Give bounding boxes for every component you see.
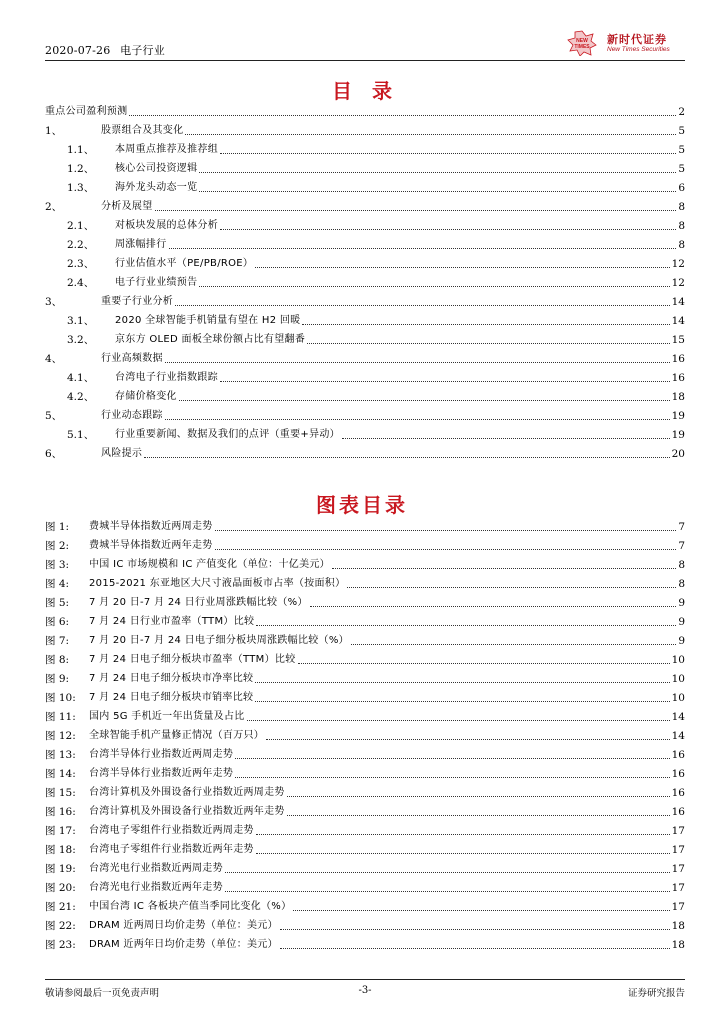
entry-label: 费城半导体指数近两年走势: [89, 540, 213, 551]
dot-leader: [342, 438, 670, 439]
entry-label: 台湾光电行业指数近两周走势: [89, 863, 223, 874]
entry-label: 2020 全球智能手机销量有望在 H2 回暖: [115, 315, 301, 326]
dot-leader: [199, 172, 676, 173]
entry-number: 2.1、: [67, 220, 95, 232]
entry-number: 图 2:: [45, 540, 70, 552]
entry-page-number: 20: [671, 448, 685, 460]
dot-leader: [293, 910, 669, 911]
entry-page-number: 18: [671, 920, 685, 932]
entry-label: 2015-2021 东亚地区大尺寸液晶面板市占率（按面积）: [89, 578, 346, 589]
entry-number: 图 19:: [45, 863, 76, 875]
entry-label: 重点公司盈利预测: [45, 106, 128, 117]
dot-leader: [256, 834, 670, 835]
dot-leader: [185, 134, 676, 135]
company-logo: [567, 28, 685, 58]
figure-entry[interactable]: [45, 838, 685, 857]
entry-page-number: 9: [678, 597, 685, 609]
page-header: [45, 28, 685, 60]
entry-page-number: 14: [671, 296, 685, 308]
figure-entry[interactable]: [45, 857, 685, 876]
entry-page-number: 18: [671, 391, 685, 403]
entry-number: 2.2、: [67, 239, 95, 251]
entry-number: 1.1、: [67, 144, 95, 156]
dot-leader: [255, 682, 669, 683]
entry-page-number: 8: [678, 201, 685, 213]
entry-number: 5.1、: [67, 429, 95, 441]
dot-leader: [332, 568, 676, 569]
toc-title: 目录: [332, 79, 412, 103]
entry-number: 图 6:: [45, 616, 70, 628]
dot-leader: [256, 625, 676, 626]
entry-label: 电子行业业绩预告: [115, 277, 198, 288]
entry-label: 7 月 20 日-7 月 24 日行业周涨跌幅比较（%）: [89, 597, 308, 608]
header-meta: [45, 42, 165, 58]
entry-page-number: 16: [671, 768, 685, 780]
entry-label: 7 月 24 日行业市盈率（TTM）比较: [89, 616, 255, 627]
page-footer: [45, 985, 685, 999]
entry-label: 台湾电子零组件行业指数近两年走势: [89, 844, 254, 855]
entry-page-number: 10: [671, 654, 685, 666]
toc-entry[interactable]: [45, 233, 685, 252]
figure-entry[interactable]: [45, 686, 685, 705]
entry-label: 台湾计算机及外围设备行业指数近两年走势: [89, 806, 285, 817]
entry-page-number: 15: [671, 334, 685, 346]
entry-label: 股票组合及其变化: [101, 125, 184, 136]
entry-page-number: 14: [671, 711, 685, 723]
dot-leader: [179, 400, 670, 401]
dot-leader: [199, 191, 676, 192]
entry-label: 周涨幅排行: [115, 239, 167, 250]
dot-leader: [247, 720, 670, 721]
entry-page-number: 17: [671, 844, 685, 856]
entry-label: 7 月 20 日-7 月 24 日电子细分板块周涨跌幅比较（%）: [89, 635, 349, 646]
figure-entry[interactable]: [45, 629, 685, 648]
entry-page-number: 17: [671, 863, 685, 875]
entry-label: 行业动态跟踪: [101, 410, 163, 421]
new-times-logo-icon: [567, 30, 597, 56]
dot-leader: [287, 796, 670, 797]
toc-entry[interactable]: [45, 138, 685, 157]
toc-entry[interactable]: [45, 309, 685, 328]
entry-number: 图 3:: [45, 559, 70, 571]
entry-number: 图 1:: [45, 521, 70, 533]
entry-page-number: 8: [678, 559, 685, 571]
entry-label: 核心公司投资逻辑: [115, 163, 198, 174]
figure-entry[interactable]: [45, 933, 685, 952]
dot-leader: [225, 891, 670, 892]
entry-number: 图 7:: [45, 635, 70, 647]
dot-leader: [255, 267, 669, 268]
entry-label: 7 月 24 日电子细分板块市净率比较: [89, 673, 254, 684]
footer-disclaimer: 敬请参阅最后一页免责声明: [45, 988, 160, 999]
dot-leader: [298, 663, 670, 664]
entry-label: 行业高频数据: [101, 353, 163, 364]
entry-label: 风险提示: [101, 448, 143, 459]
dot-leader: [144, 457, 669, 458]
entry-number: 图 9:: [45, 673, 70, 685]
entry-page-number: 17: [671, 825, 685, 837]
dot-leader: [255, 701, 669, 702]
entry-page-number: 14: [671, 315, 685, 327]
entry-number: 图 15:: [45, 787, 76, 799]
entry-number: 图 16:: [45, 806, 76, 818]
entry-label: 重要子行业分析: [101, 296, 174, 307]
dot-leader: [155, 210, 677, 211]
toc-entry[interactable]: [45, 119, 685, 138]
dot-leader: [256, 853, 670, 854]
entry-number: 6、: [45, 448, 63, 460]
entry-number: 图 4:: [45, 578, 70, 590]
entry-label: 行业估值水平（PE/PB/ROE）: [115, 258, 254, 269]
entry-number: 2.3、: [67, 258, 95, 270]
figures-title: 图表目录: [316, 493, 408, 517]
dot-leader: [165, 362, 670, 363]
entry-label: 台湾电子行业指数跟踪: [115, 372, 218, 383]
entry-number: 图 23:: [45, 939, 76, 951]
toc-entry[interactable]: [45, 404, 685, 423]
dot-leader: [199, 286, 669, 287]
entry-label: 中国台湾 IC 各板块产值当季同比变化（%）: [89, 901, 292, 912]
industry-name: 电子行业: [120, 44, 165, 57]
entry-page-number: 10: [671, 673, 685, 685]
toc-list: [45, 100, 685, 461]
entry-label: DRAM 近两周日均价走势（单位：美元）: [89, 920, 278, 931]
figure-entry[interactable]: [45, 914, 685, 933]
entry-page-number: 6: [678, 182, 685, 194]
figure-entry[interactable]: [45, 705, 685, 724]
entry-label: 7 月 24 日电子细分板块市销率比较: [89, 692, 254, 703]
figure-entry[interactable]: [45, 762, 685, 781]
entry-number: 图 22:: [45, 920, 76, 932]
entry-page-number: 2: [678, 106, 685, 118]
entry-label: 台湾光电行业指数近两年走势: [89, 882, 223, 893]
logo-chinese-name: 新时代证券: [607, 33, 667, 46]
dot-leader: [351, 644, 676, 645]
entry-page-number: 10: [671, 692, 685, 704]
entry-number: 图 20:: [45, 882, 76, 894]
entry-number: 图 10:: [45, 692, 76, 704]
entry-label: 存储价格变化: [115, 391, 177, 402]
dot-leader: [215, 530, 677, 531]
entry-number: 3.2、: [67, 334, 95, 346]
entry-page-number: 5: [678, 144, 685, 156]
entry-page-number: 9: [678, 635, 685, 647]
entry-page-number: 9: [678, 616, 685, 628]
entry-label: 分析及展望: [101, 201, 153, 212]
entry-number: 图 14:: [45, 768, 76, 780]
entry-number: 5、: [45, 410, 63, 422]
entry-page-number: 18: [671, 939, 685, 951]
entry-page-number: 16: [671, 372, 685, 384]
entry-page-number: 16: [671, 353, 685, 365]
entry-label: 行业重要新闻、数据及我们的点评（重要+异动）: [115, 429, 340, 440]
entry-page-number: 5: [678, 125, 685, 137]
entry-label: 中国 IC 市场规模和 IC 产值变化（单位：十亿美元）: [89, 559, 330, 570]
figure-entry[interactable]: [45, 800, 685, 819]
figure-entry[interactable]: [45, 515, 685, 534]
figure-entry[interactable]: [45, 743, 685, 762]
figure-list: [45, 515, 685, 952]
dot-leader: [215, 549, 677, 550]
toc-entry[interactable]: [45, 385, 685, 404]
dot-leader: [225, 872, 670, 873]
entry-number: 图 12:: [45, 730, 76, 742]
figure-entry[interactable]: [45, 591, 685, 610]
dot-leader: [175, 305, 670, 306]
figure-entry[interactable]: [45, 819, 685, 838]
entry-label: 全球智能手机产量修正情况（百万只）: [89, 730, 265, 741]
entry-label: 台湾计算机及外围设备行业指数近两周走势: [89, 787, 285, 798]
figure-entry[interactable]: [45, 781, 685, 800]
footer-page-number: -3-: [358, 985, 372, 996]
entry-number: 图 5:: [45, 597, 70, 609]
dot-leader: [220, 229, 676, 230]
entry-page-number: 17: [671, 882, 685, 894]
entry-number: 图 8:: [45, 654, 70, 666]
entry-number: 1、: [45, 125, 63, 137]
entry-label: 费城半导体指数近两周走势: [89, 521, 213, 532]
entry-label: 台湾半导体行业指数近两周走势: [89, 749, 234, 760]
svg-text:TIMES: TIMES: [574, 44, 590, 50]
dot-leader: [310, 606, 677, 607]
entry-page-number: 8: [678, 578, 685, 590]
entry-label: DRAM 近两年日均价走势（单位：美元）: [89, 939, 278, 950]
figure-entry[interactable]: [45, 610, 685, 629]
figure-entry[interactable]: [45, 876, 685, 895]
toc-entry[interactable]: [45, 328, 685, 347]
toc-entry[interactable]: [45, 347, 685, 366]
toc-entry[interactable]: [45, 176, 685, 195]
entry-page-number: 14: [671, 730, 685, 742]
entry-number: 1.2、: [67, 163, 95, 175]
entry-label: 国内 5G 手机近一年出货量及占比: [89, 711, 245, 722]
report-date: 2020-07-26: [45, 44, 111, 57]
entry-page-number: 7: [678, 540, 685, 552]
toc-entry[interactable]: [45, 252, 685, 271]
footer-rule: [45, 979, 685, 980]
dot-leader: [347, 587, 676, 588]
entry-label: 对板块发展的总体分析: [115, 220, 218, 231]
entry-number: 4.2、: [67, 391, 95, 403]
toc-entry[interactable]: [45, 366, 685, 385]
entry-number: 3、: [45, 296, 63, 308]
dot-leader: [129, 115, 676, 116]
entry-number: 2、: [45, 201, 63, 213]
entry-page-number: 16: [671, 749, 685, 761]
entry-page-number: 16: [671, 787, 685, 799]
toc-entry[interactable]: [45, 214, 685, 233]
entry-number: 4、: [45, 353, 63, 365]
entry-page-number: 5: [678, 163, 685, 175]
dot-leader: [307, 343, 670, 344]
figure-entry[interactable]: [45, 648, 685, 667]
toc-entry[interactable]: [45, 100, 685, 119]
entry-page-number: 8: [678, 220, 685, 232]
figure-entry[interactable]: [45, 724, 685, 743]
dot-leader: [235, 758, 669, 759]
entry-number: 图 18:: [45, 844, 76, 856]
entry-page-number: 8: [678, 239, 685, 251]
dot-leader: [165, 419, 670, 420]
entry-label: 台湾半导体行业指数近两年走势: [89, 768, 234, 779]
figure-entry[interactable]: [45, 553, 685, 572]
dot-leader: [220, 153, 676, 154]
entry-page-number: 12: [671, 277, 685, 289]
dot-leader: [235, 777, 669, 778]
dot-leader: [280, 948, 670, 949]
toc-entry[interactable]: [45, 290, 685, 309]
entry-page-number: 17: [671, 901, 685, 913]
svg-text:NEW: NEW: [576, 38, 588, 44]
dot-leader: [302, 324, 669, 325]
dot-leader: [287, 815, 670, 816]
entry-page-number: 7: [678, 521, 685, 533]
dot-leader: [280, 929, 670, 930]
dot-leader: [266, 739, 670, 740]
entry-label: 台湾电子零组件行业指数近两周走势: [89, 825, 254, 836]
toc-entry[interactable]: [45, 157, 685, 176]
entry-label: 本周重点推荐及推荐组: [115, 144, 218, 155]
toc-entry[interactable]: [45, 442, 685, 461]
dot-leader: [220, 381, 670, 382]
entry-number: 1.3、: [67, 182, 95, 194]
entry-label: 京东方 OLED 面板全球份额占比有望翻番: [115, 334, 306, 345]
toc-entry[interactable]: [45, 195, 685, 214]
entry-number: 4.1、: [67, 372, 95, 384]
figure-entry[interactable]: [45, 572, 685, 591]
entry-page-number: 16: [671, 806, 685, 818]
entry-number: 3.1、: [67, 315, 95, 327]
entry-page-number: 12: [671, 258, 685, 270]
entry-number: 图 13:: [45, 749, 76, 761]
footer-report-type: 证券研究报告: [627, 988, 685, 999]
entry-label: 7 月 24 日电子细分板块市盈率（TTM）比较: [89, 654, 296, 665]
entry-page-number: 19: [671, 410, 685, 422]
entry-number: 2.4、: [67, 277, 95, 289]
dot-leader: [169, 248, 677, 249]
figure-entry[interactable]: [45, 534, 685, 553]
entry-page-number: 19: [671, 429, 685, 441]
toc-entry[interactable]: [45, 271, 685, 290]
logo-english-name: New Times Securities: [607, 46, 670, 53]
entry-label: 海外龙头动态一览: [115, 182, 198, 193]
header-rule: [45, 60, 685, 61]
toc-entry[interactable]: [45, 423, 685, 442]
entry-number: 图 11:: [45, 711, 76, 723]
entry-number: 图 21:: [45, 901, 76, 913]
figure-entry[interactable]: [45, 667, 685, 686]
entry-number: 图 17:: [45, 825, 76, 837]
figure-entry[interactable]: [45, 895, 685, 914]
